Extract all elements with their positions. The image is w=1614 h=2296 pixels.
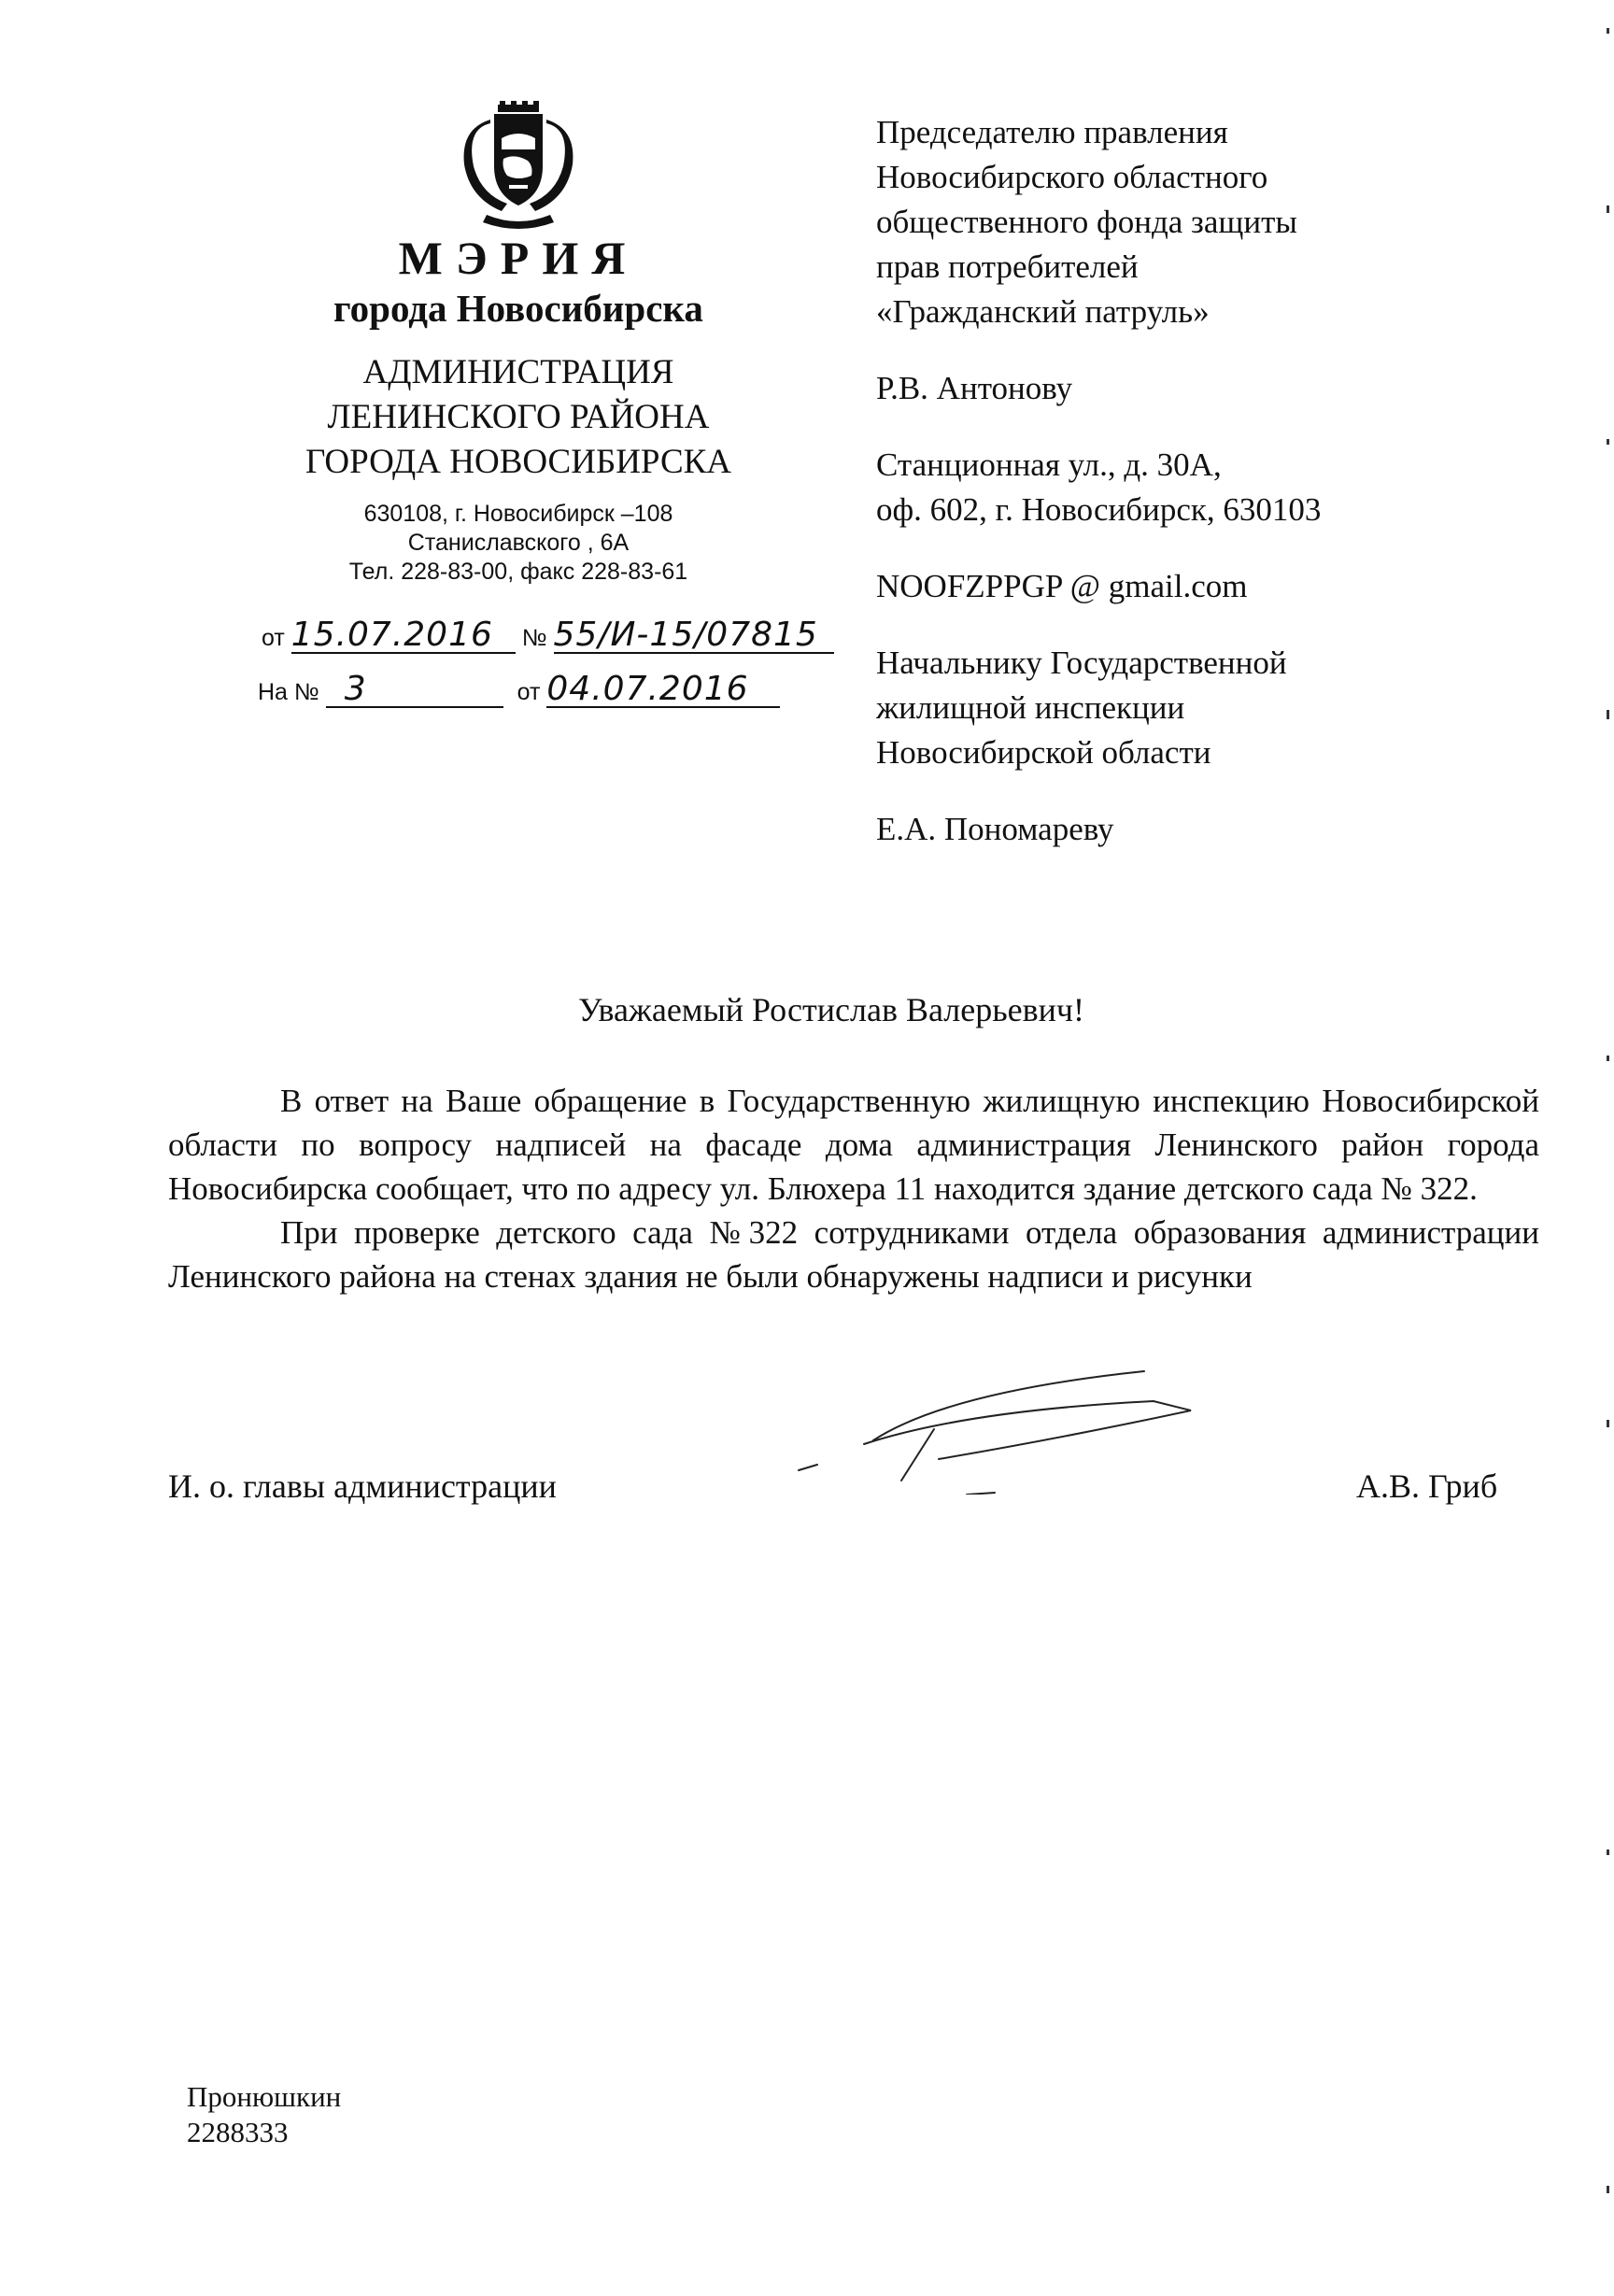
number-label: №	[521, 625, 547, 651]
address-line: Тел. 228-83-00, факс 228-83-61	[348, 559, 688, 585]
admin-name	[252, 350, 785, 485]
recipient-line: общественного фонда защиты	[876, 204, 1297, 240]
signer-title: И. о. главы администрации	[168, 1467, 557, 1505]
recipient-line: Р.В. Антонову	[876, 370, 1073, 406]
reply-label: На №	[258, 679, 319, 705]
recipient-line: Новосибирской области	[876, 734, 1211, 771]
executor-block	[187, 2079, 341, 2150]
registration-line	[262, 618, 834, 654]
body-paragraph: При проверке детского сада №322 сотрудниками отдела образования администрации Ленинского района на стенах здания не были обнаружены надписи и рисунки	[168, 1214, 1539, 1295]
salutation: Уважаемый Ростислав Валерьевич!	[578, 991, 1084, 1028]
admin-line: ГОРОДА НОВОСИБИРСКА	[304, 443, 732, 481]
org-name: МЭРИЯ	[398, 232, 639, 284]
handwritten-signature	[780, 1354, 1210, 1495]
org-address	[280, 500, 757, 587]
signer-name: А.В. Гриб	[1356, 1467, 1498, 1505]
city-coat-of-arms-icon	[453, 101, 584, 232]
address-line: Станиславского , 6А	[407, 530, 630, 556]
recipient-email	[876, 564, 1567, 609]
recipient-line: прав потребителей	[876, 248, 1139, 285]
address-line: 630108, г. Новосибирск –108	[363, 501, 673, 527]
reply-number: 3	[326, 673, 503, 708]
recipient-position	[876, 110, 1567, 334]
registration-number: 55/И-15/07815	[554, 618, 834, 654]
scan-edge-marks	[1569, 0, 1614, 2296]
recipient-line: жилищной инспекции	[876, 689, 1185, 726]
recipient-line: NOOFZPPGP @ gmail.com	[876, 568, 1248, 604]
recipient-line: Станционная ул., д. 30А,	[876, 446, 1222, 483]
reply-date: 04.07.2016	[546, 673, 780, 708]
date-label: от	[262, 625, 285, 651]
recipient-name	[876, 366, 1567, 411]
reply-date-label: от	[517, 679, 541, 705]
recipient-line: оф. 602, г. Новосибирск, 630103	[876, 491, 1322, 528]
recipient-name-2	[876, 807, 1567, 852]
executor-phone: 2288333	[187, 2116, 289, 2148]
admin-line: АДМИНИСТРАЦИЯ	[362, 353, 674, 391]
recipients-block	[876, 110, 1567, 884]
org-city: города Новосибирска	[333, 287, 703, 330]
recipient-line: «Гражданский патруль»	[876, 293, 1210, 330]
recipient-line: Начальнику Государственной	[876, 645, 1287, 681]
registration-date: 15.07.2016	[291, 618, 516, 654]
executor-name: Пронюшкин	[187, 2080, 342, 2113]
recipient-position-2	[876, 641, 1567, 775]
recipient-address	[876, 443, 1567, 532]
admin-line: ЛЕНИНСКОГО РАЙОНА	[327, 398, 710, 436]
reply-line	[258, 670, 780, 708]
recipient-line: Председателю правления	[876, 114, 1228, 150]
recipient-line: Новосибирского областного	[876, 159, 1268, 195]
body-paragraph: В ответ на Ваше обращение в Государственную жилищную инспекцию Новосибирской области по вопросу надписей на фасаде дома администрация Ленинского район города Новосибирска сообщает, что по адресу ул. Блюхера 11 находится здание детского сада № 322.	[168, 1083, 1539, 1207]
recipient-line: Е.А. Пономареву	[876, 811, 1114, 847]
letter-body	[168, 1079, 1539, 1298]
